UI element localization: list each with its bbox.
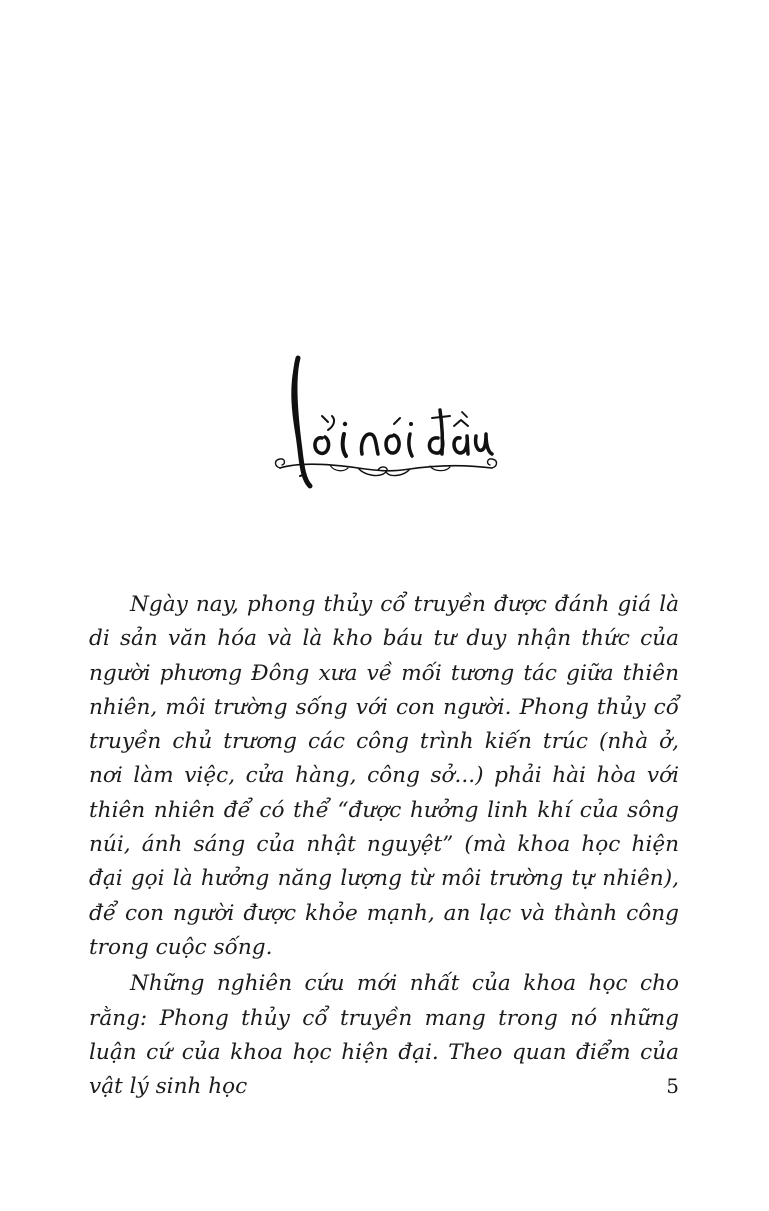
page-number: 5 [666,1074,679,1098]
preface-body [89,588,679,1106]
chapter-heading-calligraphy [270,350,500,495]
paragraph-2: Những nghiên cứu mới nhất của khoa học cho rằng: Phong thủy cổ truyền mang trong nó những luận cứ của khoa học hiện đại. Theo quan điểm của vật lý sinh học [89,971,679,1100]
paragraph-1: Ngày nay, phong thủy cổ truyền được đánh giá là di sản văn hóa và là kho báu tư duy nhận thức của người phương Đông xưa về mối tương tác giữa thiên nhiên, môi trường sống với con người. Phong thủy cổ truyền chủ trương các công trình kiến trúc (nhà ở, nơi làm việc, cửa hàng, công sở...) phải hài hòa với thiên nhiên để có thể “được hưởng linh khí của sông núi, ánh sáng của nhật nguyệt” (mà khoa học hiện đại gọi là hưởng năng lượng từ môi trường tự nhiên), để con người được khỏe mạnh, an lạc và thành công trong cuộc sống. [89,592,679,960]
calligraphy-flourish-icon [270,350,500,495]
